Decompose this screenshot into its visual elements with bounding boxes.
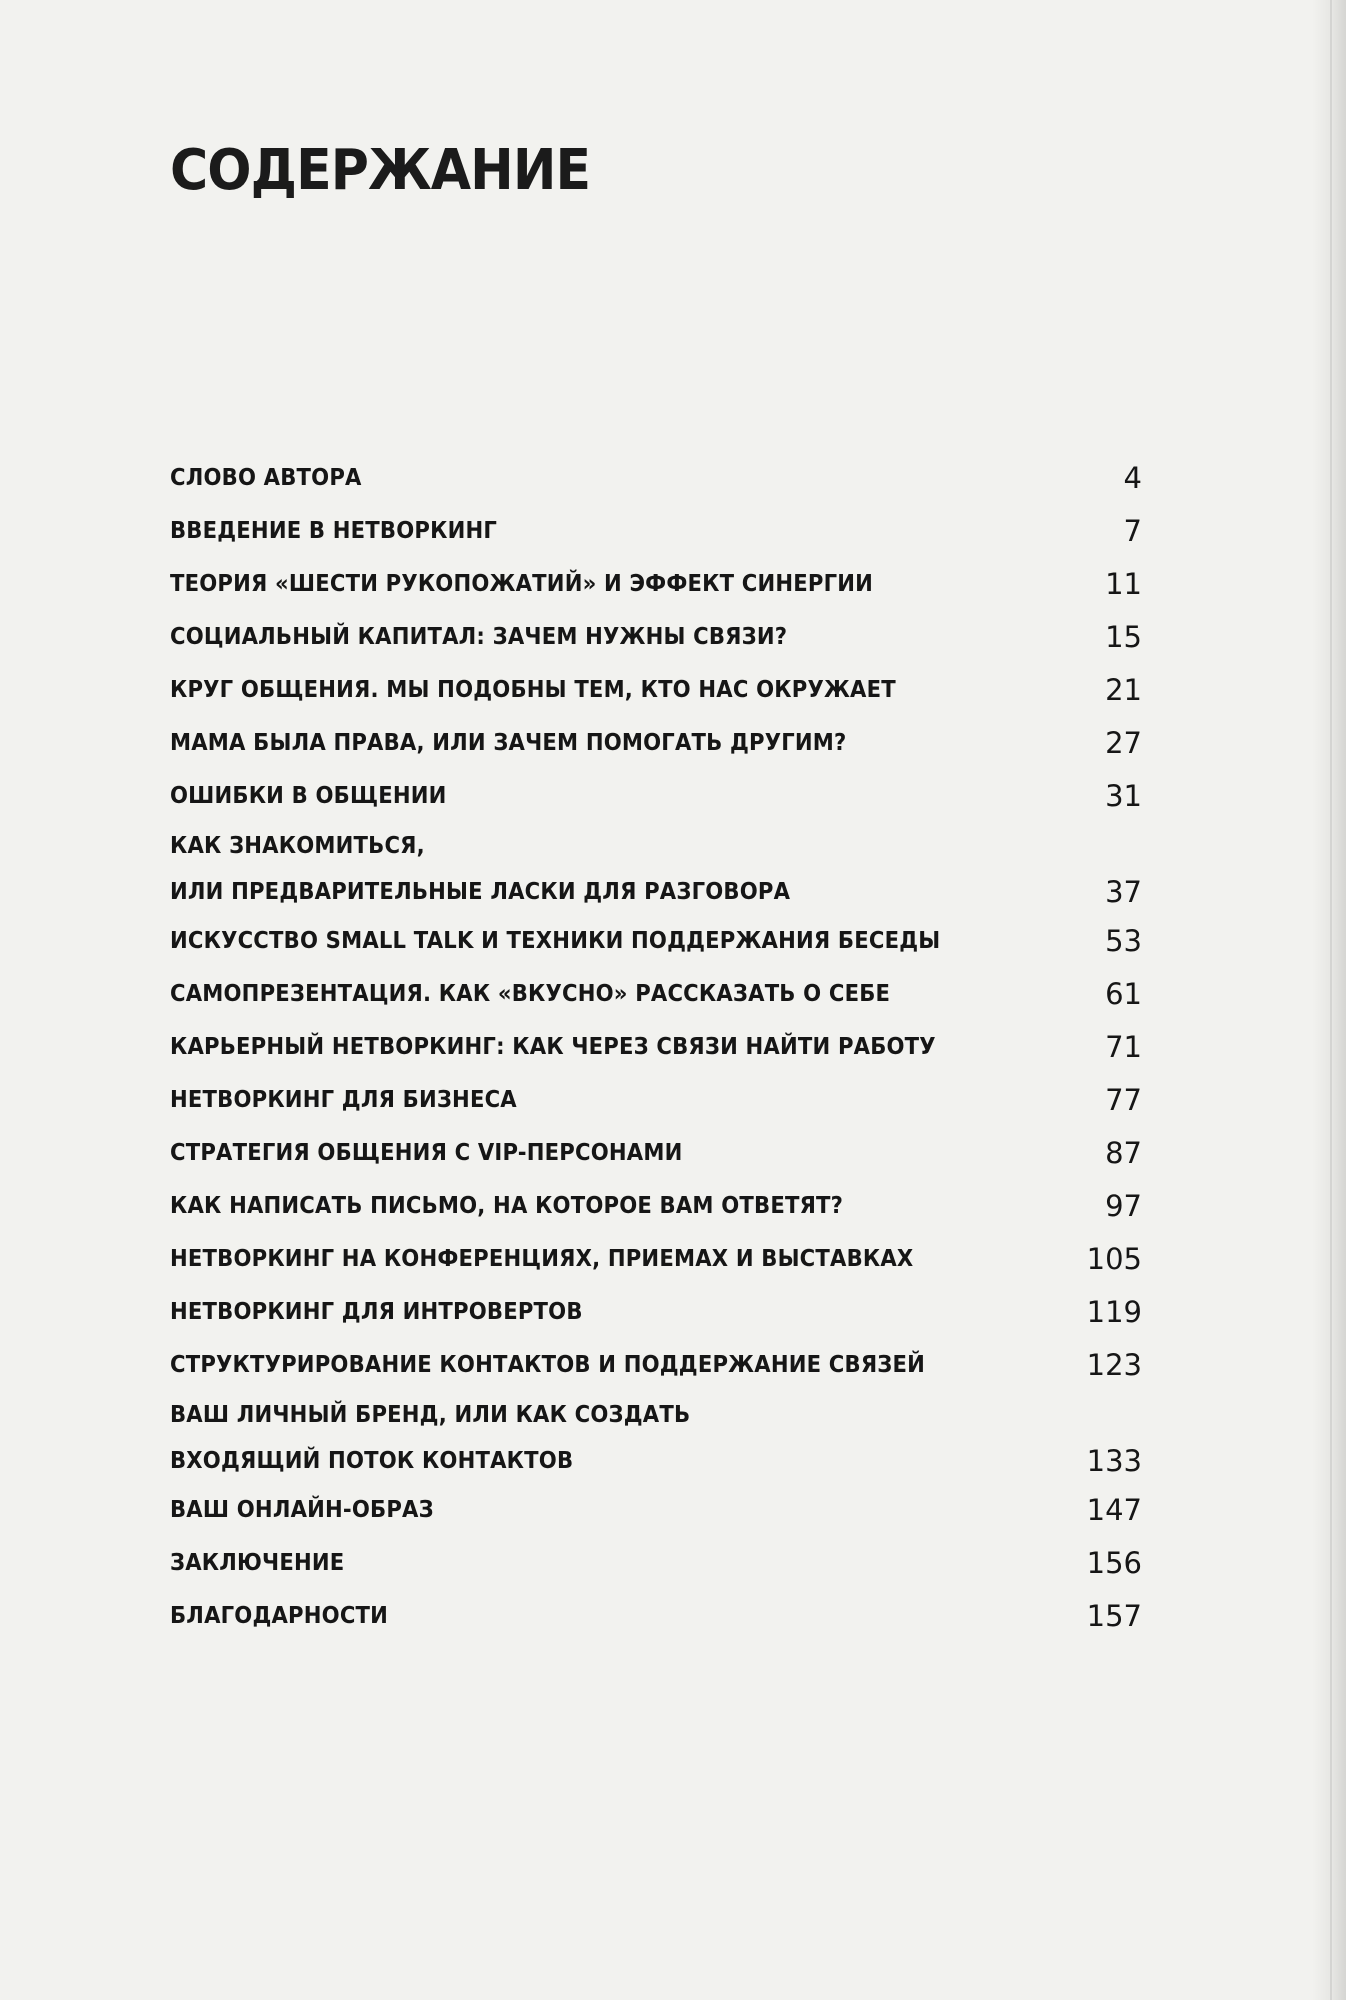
toc-entry-title: ЗАКЛЮЧЕНИЕ bbox=[170, 1550, 345, 1576]
toc-entry bbox=[170, 1339, 1142, 1392]
toc-entry-page: 156 bbox=[1086, 1546, 1142, 1580]
toc-entry-page: 123 bbox=[1086, 1348, 1142, 1382]
toc-entry-title: ОШИБКИ В ОБЩЕНИИ bbox=[170, 783, 447, 809]
toc-entry-title: КАРЬЕРНЫЙ НЕТВОРКИНГ: КАК ЧЕРЕЗ СВЯЗИ НАЙТИ РАБОТУ bbox=[170, 1034, 936, 1060]
toc-entry bbox=[170, 1180, 1142, 1233]
toc-entry-title-line: КАК ЗНАКОМИТЬСЯ, bbox=[170, 833, 425, 859]
toc-entry-title: ТЕОРИЯ «ШЕСТИ РУКОПОЖАТИЙ» И ЭФФЕКТ СИНЕРГИИ bbox=[170, 571, 874, 597]
toc-entry bbox=[170, 1590, 1142, 1643]
toc-entry-page: 7 bbox=[1123, 514, 1142, 548]
page-edge-shadow bbox=[1312, 0, 1346, 2000]
toc-entry bbox=[170, 1537, 1142, 1590]
toc-entry-title: КАК НАПИСАТЬ ПИСЬМО, НА КОТОРОЕ ВАМ ОТВЕТЯТ? bbox=[170, 1193, 844, 1219]
toc-entry bbox=[170, 1127, 1142, 1180]
toc-entry bbox=[170, 1392, 1142, 1484]
toc-entry-page: 31 bbox=[1105, 779, 1142, 813]
toc-entry-title: САМОПРЕЗЕНТАЦИЯ. КАК «ВКУСНО» РАССКАЗАТЬ О СЕБЕ bbox=[170, 981, 891, 1007]
toc-entry-title: НЕТВОРКИНГ ДЛЯ ИНТРОВЕРТОВ bbox=[170, 1299, 583, 1325]
toc-entry bbox=[170, 1021, 1142, 1074]
toc-entry bbox=[170, 1484, 1142, 1537]
toc-entry-title-line: ВАШ ЛИЧНЫЙ БРЕНД, ИЛИ КАК СОЗДАТЬ bbox=[170, 1402, 691, 1428]
toc-entry bbox=[170, 664, 1142, 717]
toc-entry-page: 119 bbox=[1086, 1295, 1142, 1329]
toc-entry-page: 21 bbox=[1105, 673, 1142, 707]
toc-entry-page: 61 bbox=[1105, 977, 1142, 1011]
table-of-contents bbox=[170, 452, 1142, 1643]
toc-entry bbox=[170, 770, 1142, 823]
toc-entry-title: СОЦИАЛЬНЫЙ КАПИТАЛ: ЗАЧЕМ НУЖНЫ СВЯЗИ? bbox=[170, 624, 788, 650]
toc-entry bbox=[170, 1286, 1142, 1339]
toc-entry-title: СТРУКТУРИРОВАНИЕ КОНТАКТОВ И ПОДДЕРЖАНИЕ СВЯЗЕЙ bbox=[170, 1352, 926, 1378]
toc-entry-title-line: ИЛИ ПРЕДВАРИТЕЛЬНЫЕ ЛАСКИ ДЛЯ РАЗГОВОРА bbox=[170, 879, 791, 905]
toc-entry-page: 37 bbox=[1105, 875, 1142, 909]
toc-entry bbox=[170, 968, 1142, 1021]
toc-entry-title: КРУГ ОБЩЕНИЯ. МЫ ПОДОБНЫ ТЕМ, КТО НАС ОКРУЖАЕТ bbox=[170, 677, 896, 703]
toc-entry-page: 77 bbox=[1105, 1083, 1142, 1117]
toc-entry-title: НЕТВОРКИНГ ДЛЯ БИЗНЕСА bbox=[170, 1087, 517, 1113]
toc-entry-page: 157 bbox=[1086, 1599, 1142, 1633]
toc-entry-title: ВВЕДЕНИЕ В НЕТВОРКИНГ bbox=[170, 518, 498, 544]
toc-entry-title-line: ВХОДЯЩИЙ ПОТОК КОНТАКТОВ bbox=[170, 1448, 574, 1474]
toc-entry bbox=[170, 505, 1142, 558]
toc-entry-title: МАМА БЫЛА ПРАВА, ИЛИ ЗАЧЕМ ПОМОГАТЬ ДРУГИМ? bbox=[170, 730, 847, 756]
toc-entry-title bbox=[170, 823, 790, 915]
toc-entry bbox=[170, 452, 1142, 505]
toc-entry-title: ВАШ ОНЛАЙН-ОБРАЗ bbox=[170, 1497, 434, 1523]
toc-entry-page: 133 bbox=[1086, 1444, 1142, 1478]
toc-entry bbox=[170, 823, 1142, 915]
toc-entry bbox=[170, 611, 1142, 664]
toc-entry-title bbox=[170, 1392, 690, 1484]
toc-entry bbox=[170, 1233, 1142, 1286]
page-title: СОДЕРЖАНИЕ bbox=[170, 138, 591, 203]
toc-entry-page: 53 bbox=[1105, 924, 1142, 958]
toc-entry-page: 71 bbox=[1105, 1030, 1142, 1064]
toc-entry-title: ИСКУССТВО SMALL TALK И ТЕХНИКИ ПОДДЕРЖАНИЯ БЕСЕДЫ bbox=[170, 928, 941, 954]
toc-entry-page: 105 bbox=[1086, 1242, 1142, 1276]
toc-entry bbox=[170, 915, 1142, 968]
toc-entry-page: 11 bbox=[1105, 567, 1142, 601]
toc-entry bbox=[170, 1074, 1142, 1127]
toc-entry-page: 147 bbox=[1086, 1493, 1142, 1527]
toc-entry-page: 4 bbox=[1123, 461, 1142, 495]
toc-entry bbox=[170, 558, 1142, 611]
toc-entry-title: СЛОВО АВТОРА bbox=[170, 465, 362, 491]
toc-entry bbox=[170, 717, 1142, 770]
toc-entry-title: НЕТВОРКИНГ НА КОНФЕРЕНЦИЯХ, ПРИЕМАХ И ВЫСТАВКАХ bbox=[170, 1246, 914, 1272]
toc-entry-page: 97 bbox=[1105, 1189, 1142, 1223]
toc-entry-page: 27 bbox=[1105, 726, 1142, 760]
toc-entry-page: 87 bbox=[1105, 1136, 1142, 1170]
toc-entry-page: 15 bbox=[1105, 620, 1142, 654]
toc-entry-title: БЛАГОДАРНОСТИ bbox=[170, 1603, 389, 1629]
toc-entry-title: СТРАТЕГИЯ ОБЩЕНИЯ С VIP-ПЕРСОНАМИ bbox=[170, 1140, 683, 1166]
page-edge-line bbox=[1330, 0, 1332, 2000]
